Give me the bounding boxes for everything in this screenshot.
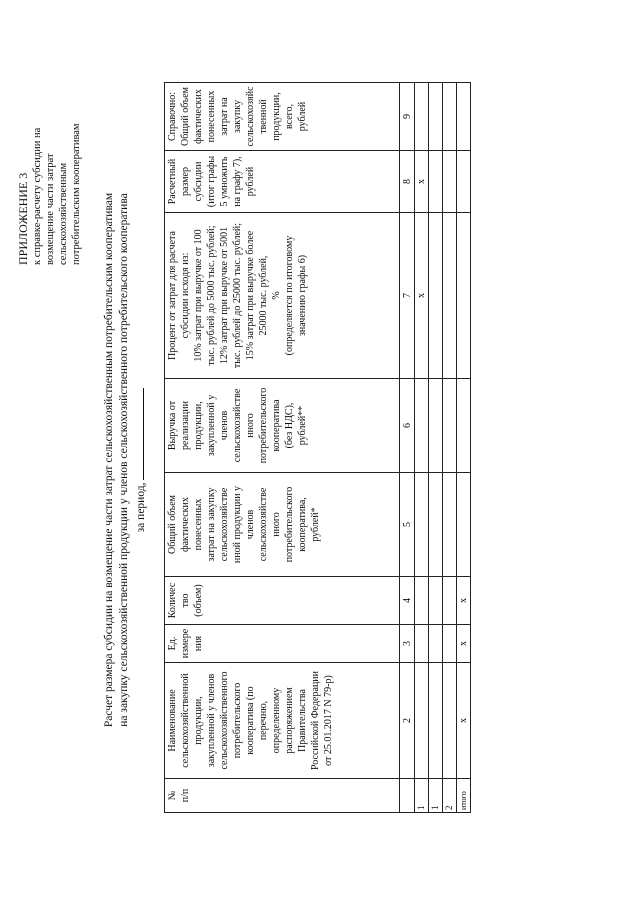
- table-cell: [415, 625, 429, 663]
- appendix-line: к справке-расчету субсидии на: [32, 127, 43, 265]
- period-blank-line: [132, 388, 144, 480]
- table-cell: [457, 151, 471, 213]
- table-header-row: [165, 83, 400, 813]
- table-cell: [429, 83, 443, 151]
- table-row: [443, 83, 457, 813]
- table-cell: [443, 577, 457, 625]
- appendix-line: возмещение части затрат: [45, 153, 56, 265]
- caption-period-label: за период,: [135, 482, 147, 533]
- table-cell: x: [415, 151, 429, 213]
- caption-period: [132, 95, 149, 825]
- column-number: 9: [400, 83, 415, 151]
- column-number: 2: [400, 663, 415, 779]
- table-cell: [457, 83, 471, 151]
- header-product-name: Наименование сельскохозяйственной продукции, закупленной у членов сельскохозяйственного потребительского кооператива (по перечню, определенному распоряжением Правительства Российской Федерации от 25.01.2017 N 79-р): [165, 663, 400, 779]
- column-number-row: [400, 83, 415, 813]
- caption-line-1: Расчет размера субсидии на возмещение части затрат сельскохозяйственным потребительским кооперативам: [103, 192, 115, 728]
- document-caption: [102, 95, 149, 825]
- total-row: [457, 83, 471, 813]
- table-cell: [457, 213, 471, 379]
- column-number: 7: [400, 213, 415, 379]
- table-cell: x: [457, 625, 471, 663]
- column-number: 4: [400, 577, 415, 625]
- table-cell: [415, 663, 429, 779]
- row-number: 2: [443, 779, 457, 813]
- table-cell: [415, 379, 429, 473]
- header-unit: Ед. измере ния: [165, 625, 400, 663]
- table-cell: [443, 151, 457, 213]
- table-cell: x: [415, 213, 429, 379]
- table-cell: [457, 379, 471, 473]
- header-revenue: Выручка от реализации продукции, закупленной у членов сельскохозяйстве нного потребительского кооператива (без НДС), рублей**: [165, 379, 400, 473]
- table-cell: [443, 379, 457, 473]
- row-number: 1: [429, 779, 443, 813]
- appendix-block: [16, 25, 83, 265]
- column-number: 6: [400, 379, 415, 473]
- table-cell: [415, 577, 429, 625]
- total-label: итого: [457, 779, 471, 813]
- table-cell: [443, 83, 457, 151]
- table-cell: [429, 625, 443, 663]
- header-reference-costs: Справочно: Общий объем фактических понесенных затрат на закупку сельскохозяйс твенной продукции, всего, рублей: [165, 83, 400, 151]
- column-number: [400, 779, 415, 813]
- subsidy-calculation-table: [164, 82, 471, 813]
- column-number: 8: [400, 151, 415, 213]
- table-cell: [429, 379, 443, 473]
- appendix-title: ПРИЛОЖЕНИЕ 3: [16, 172, 30, 265]
- header-percent: Процент от затрат для расчета субсидии исходя из: 10% затрат при выручке от 100 тыс. рублей до 5000 тыс. рублей; 12% затрат при выручке от 5001 тыс. рублей до 25000 тыс. рублей; 15% затрат при выручке более 25000 тыс. рублей, % (определяется по итоговому значению графы 6): [165, 213, 400, 379]
- table-cell: [429, 213, 443, 379]
- table-cell: [429, 577, 443, 625]
- table-row: [429, 83, 443, 813]
- table-cell: [443, 473, 457, 577]
- table-cell: [415, 83, 429, 151]
- appendix-line: потребительским кооперативам: [71, 123, 82, 265]
- header-total-costs: Общий объем фактических понесенных затрат на закупку сельскохозяйстве нной продукции у членов сельскохозяйстве нного потребительского кооператива, рублей*: [165, 473, 400, 577]
- table-cell: [443, 625, 457, 663]
- table-cell: [457, 473, 471, 577]
- header-quantity: Количес тво (объем): [165, 577, 400, 625]
- table-cell: x: [457, 663, 471, 779]
- table-cell: [415, 473, 429, 577]
- caption-line-2: на закупку сельскохозяйственной продукции у членов сельскохозяйственного потребительского кооператива: [118, 193, 130, 727]
- column-number: 3: [400, 625, 415, 663]
- table-cell: [443, 663, 457, 779]
- table-cell: x: [457, 577, 471, 625]
- table-row: [415, 83, 429, 813]
- column-number: 5: [400, 473, 415, 577]
- header-subsidy-amount: Расчетный размер субсидии (итог графы 5 умножить на графу 7), рублей: [165, 151, 400, 213]
- table-cell: [443, 213, 457, 379]
- table-cell: [429, 663, 443, 779]
- row-number: 1: [415, 779, 429, 813]
- appendix-line: сельскохозяйственным: [58, 162, 69, 265]
- table-cell: [429, 151, 443, 213]
- header-row-number: № п/п: [165, 779, 400, 813]
- table-cell: [429, 473, 443, 577]
